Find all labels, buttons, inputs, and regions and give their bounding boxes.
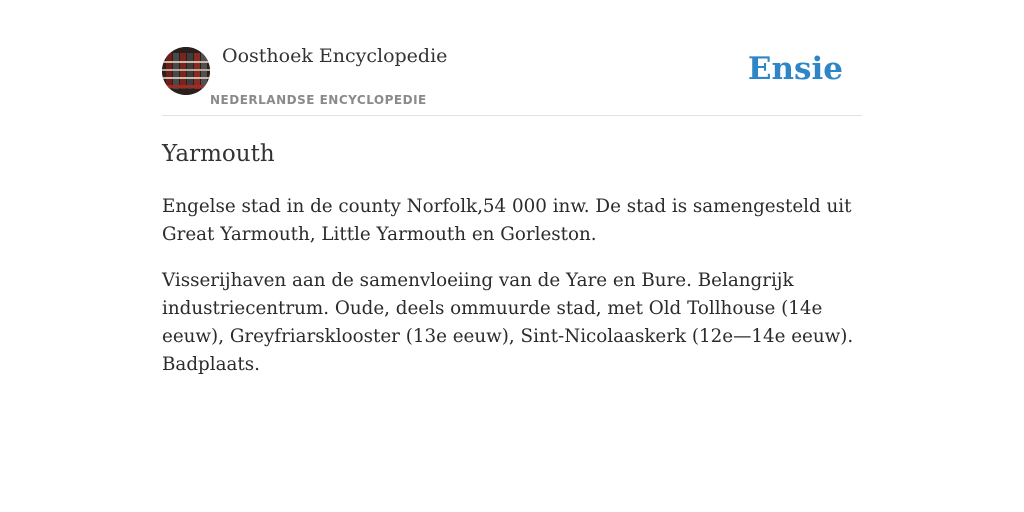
site-header <box>162 38 862 116</box>
site-title-link[interactable]: Oosthoek Encyclopedie <box>222 45 448 67</box>
brand-logo-link[interactable]: Ensie <box>747 51 843 87</box>
encyclopedia-books-icon[interactable] <box>162 47 210 95</box>
article-paragraph-2: Visserijhaven aan de samenvloeiing van de Yare en Bure. Belangrijk industriecentrum. Oude, deels ommuurde stad, met Old Tollhouse (14e eeuw), Greyfriarsklooster (13e eeuw), Sint-Nicolaaskerk (12e—14e eeuw). Badplaats. <box>162 270 854 375</box>
article-paragraph-1: Engelse stad in de county Norfolk,54 000 inw. De stad is samengesteld uit Great Yarmouth, Little Yarmouth en Gorleston. <box>162 196 852 245</box>
article <box>162 138 862 397</box>
article-title: Yarmouth <box>162 141 275 167</box>
site-subtitle: NEDERLANDSE ENCYCLOPEDIE <box>210 93 427 107</box>
